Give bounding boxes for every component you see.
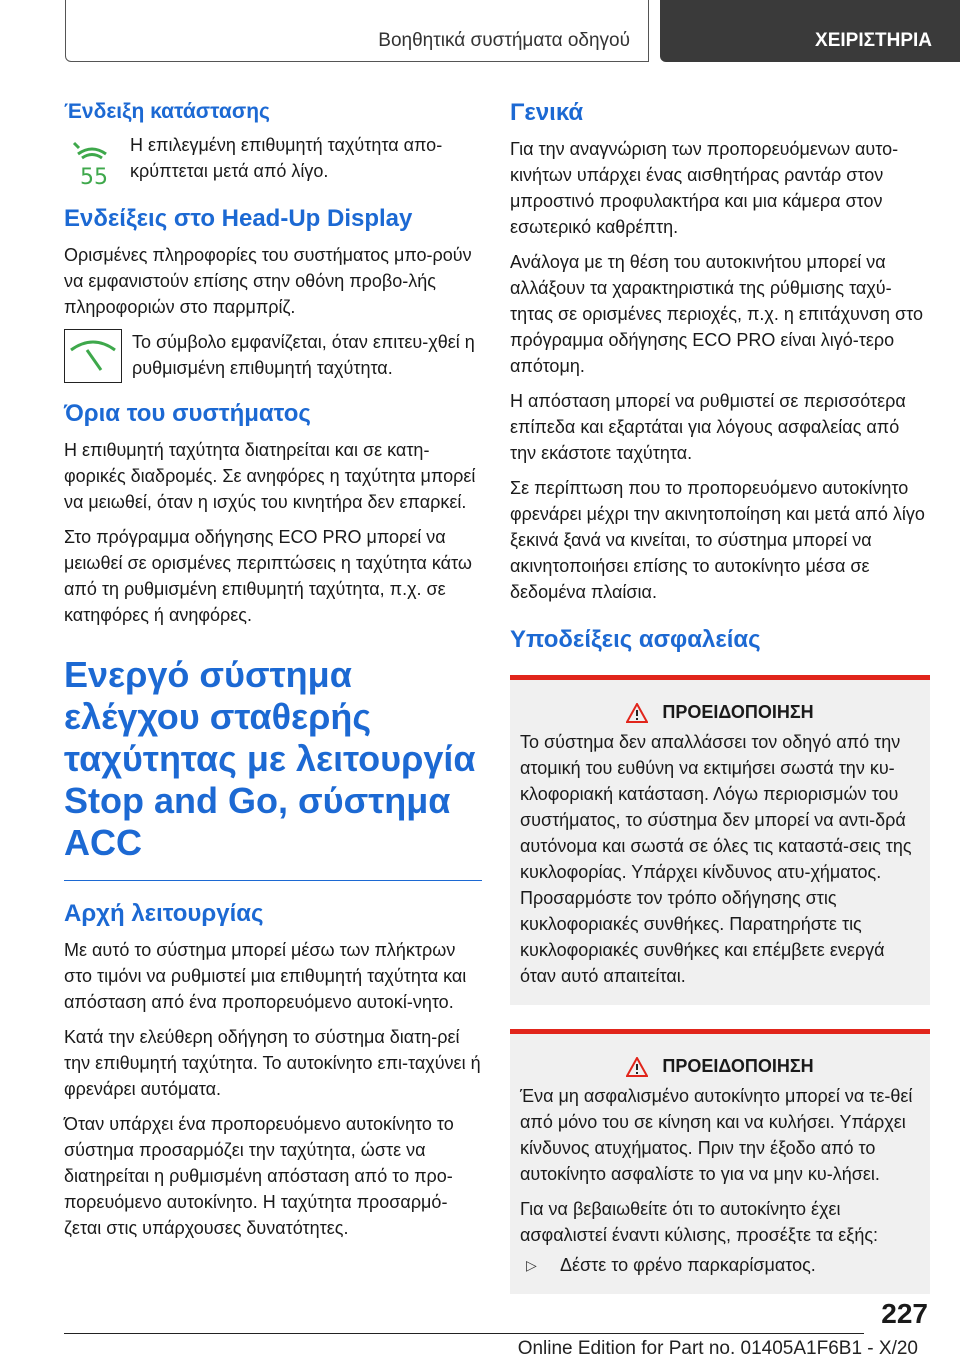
hud-text: Ορισμένες πληροφορίες του συστήματος μπο-ρούν να εμφανιστούν επίσης στην οθόνη προβο-λής πληροφοριών στο παρμπρίζ.: [64, 245, 472, 317]
left-column: [64, 98, 482, 1250]
main-heading: Ενεργό σύστημα ελέγχου σταθερής ταχύτητας με λειτουργία Stop and Go, σύστημα ACC: [64, 654, 476, 863]
warning-box-2: [510, 1029, 930, 1294]
warning-1-title: ΠΡΟΕΙΔΟΠΟΙΗΣΗ: [662, 702, 814, 722]
principle-paragraph-1: Με αυτό το σύστημα μπορεί μέσω των πλήκτρων στο τιμόνι να ρυθμιστεί μια επιθυμητή ταχύτητα και απόσταση από ένα προπορευόμενο αυτοκί-νητο.: [64, 940, 467, 1012]
header-chapter-tab: [660, 0, 960, 62]
header-section-title: Βοηθητικά συστήματα οδηγού: [378, 30, 630, 51]
status-heading: Ένδειξη κατάστασης: [64, 100, 270, 123]
principle-heading: Αρχή λειτουργίας: [64, 900, 264, 927]
general-paragraph-1: Για την αναγνώριση των προπορευόμενων αυτο-κινήτων υπάρχει ένας αισθητήρας ραντάρ στον μπροστινό προφυλακτήρα και μια κάμερα στον εσωτερικό καθρέπτη.: [510, 139, 899, 237]
edition-info: Online Edition for Part no. 01405A1F6B1 - X/20: [517, 1338, 918, 1359]
status-icon-row: [64, 132, 482, 188]
warning-2-title: ΠΡΟΕΙΔΟΠΟΙΗΣΗ: [662, 1056, 814, 1076]
warning-triangle-icon: [626, 1057, 648, 1077]
principle-paragraph-3: Όταν υπάρχει ένα προπορευόμενο αυτοκίνητο το σύστημα προσαρμόζει την ταχύτητα, ώστε να διατηρείται η ρυθμισμένη απόσταση από το προ-πορευόμενο αυτοκίνητο. Η ταχύτητα προσαρμό-ζεται στις υπάρχουσες δυνατότητες.: [64, 1114, 454, 1238]
safety-heading: Υποδείξεις ασφαλείας: [510, 626, 761, 653]
limits-heading: Όρια του συστήματος: [64, 400, 311, 427]
general-heading: Γενικά: [510, 99, 584, 126]
warning-2-paragraph-2: Για να βεβαιωθείτε ότι το αυτοκίνητο έχει ασφαλιστεί έναντι κύλισης, προσέξτε τα εξής:: [520, 1199, 879, 1245]
limits-paragraph-1: Η επιθυμητή ταχύτητα διατηρείται και σε κατη-φορικές διαδρομές. Σε ανηφόρες η ταχύτητα μπορεί να μειωθεί, όταν η ισχύς του κινητήρα δεν επαρκεί.: [64, 440, 476, 512]
hud-icon-text: Το σύμβολο εμφανίζεται, όταν επιτευ-χθεί η ρυθμισμένη επιθυμητή ταχύτητα.: [132, 332, 475, 378]
warning-1-text: Το σύστημα δεν απαλλάσσει τον οδηγό από την ατομική του ευθύνη να εκτιμήσει σωστά την κυ-κλοφοριακή κατάσταση. Λόγω περιορισμών του συστήματος, το σύστημα δεν μπορεί να αντι-δρά αυτόνομα και σωστά σε όλες τις καταστά-σεις της κυκλοφορίας. Υπάρχει κίνδυνος ατυ-χήματος. Προσαρμόστε τον τρόπο οδήγησης στις κυκλοφοριακές συνθήκες. Παρατηρήστε τις κυκλοφοριακές συνθήκες και επέμβετε ενεργά όταν αυτό απαιτείται.: [520, 732, 912, 986]
heading-divider: [64, 880, 482, 881]
principle-paragraph-2: Κατά την ελεύθερη οδήγηση το σύστημα διατη-ρεί την επιθυμητή ταχύτητα. Το αυτοκίνητο επι-ταχύνει ή φρενάρει αυτόματα.: [64, 1027, 481, 1099]
hud-speed-reached-icon: [64, 329, 122, 383]
hud-icon-row: [64, 329, 482, 383]
warning-2-bullet: [520, 1252, 920, 1278]
warning-2-bullet-text: Δέστε το φρένο παρκαρίσματος.: [560, 1255, 816, 1275]
bullet-triangle-icon: ▷: [526, 1257, 537, 1273]
general-paragraph-2: Ανάλογα με τη θέση του αυτοκινήτου μπορεί να αλλάξουν τα χαρακτηριστικά της ρύθμισης ταχύ-τητας σε ορισμένες περιοχές, π.χ. η επιτάχυνση στο πρόγραμμα οδήγησης ECO PRO είναι λιγό-τερο απότομη.: [510, 252, 923, 376]
limits-paragraph-2: Στο πρόγραμμα οδήγησης ECO PRO μπορεί να μειωθεί σε ορισμένες περιπτώσεις η ταχύτητα κάτω από τη ρυθμισμένη επιθυμητή ταχύτητα, π.χ. σε κατηφόρες ή ανηφόρες.: [64, 527, 472, 625]
warning-box-1: [510, 675, 930, 1005]
header-section-tab: [65, 0, 649, 62]
right-column: [510, 98, 930, 1314]
footer-divider: [64, 1333, 864, 1334]
header-chapter-title: ΧΕΙΡΙΣΤΗΡΙΑ: [815, 30, 932, 51]
general-paragraph-4: Σε περίπτωση που το προπορευόμενο αυτοκίνητο φρενάρει μέχρι την ακινητοποίηση και μετά από λίγο ξεκινά ξανά να κινείται, το σύστημα μπορεί να ακινητοποιήσει επίσης το αυτοκίνητο μέσα σε δεδομένα πλαίσια.: [510, 478, 925, 602]
page-header: [65, 0, 960, 64]
page-number: 227: [881, 1298, 928, 1329]
hud-heading: Ενδείξεις στο Head-Up Display: [64, 205, 413, 232]
general-paragraph-3: Η απόσταση μπορεί να ρυθμιστεί σε περισσότερα επίπεδα και εξαρτάται για λόγους ασφαλείας από την εκάστοτε ταχύτητα.: [510, 391, 906, 463]
status-text: Η επιλεγμένη επιθυμητή ταχύτητα απο-κρύπτεται μετά από λίγο.: [130, 135, 443, 181]
warning-2-paragraph-1: Ένα μη ασφαλισμένο αυτοκίνητο μπορεί να τε-θεί από μόνο του σε κίνηση και να κυλήσει. Υπάρχει κίνδυνος ατυχήματος. Πριν την έξοδο από το αυτοκίνητο ασφαλίστε το για να μην κυ-λήσει.: [520, 1086, 913, 1184]
speed-indicator-icon: [64, 132, 120, 188]
speed-indicator-number: 55: [80, 165, 108, 188]
warning-triangle-icon: [626, 703, 648, 723]
